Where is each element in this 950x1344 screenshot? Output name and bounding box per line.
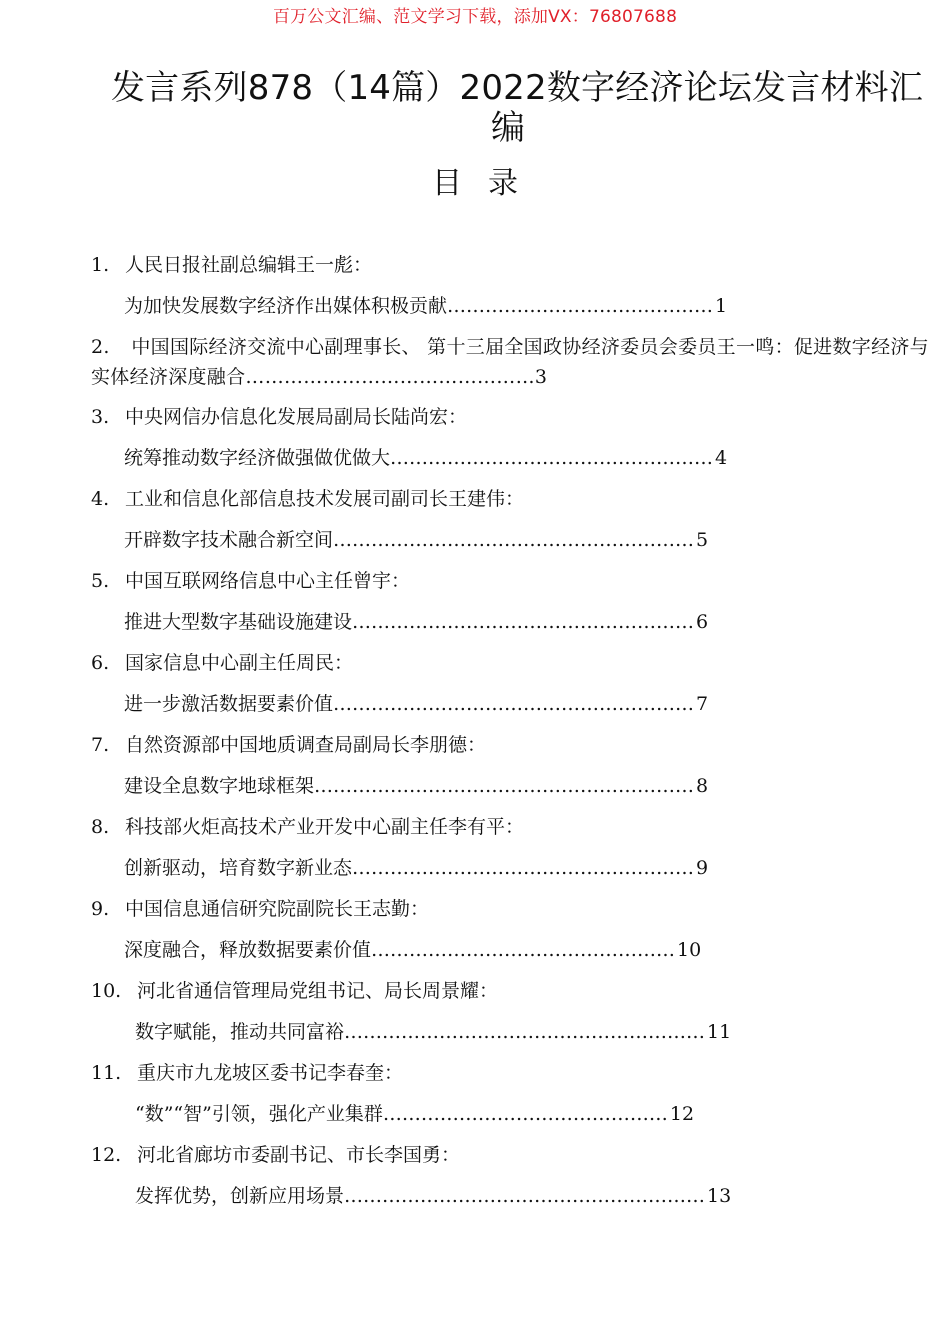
toc-number: 6. [91,652,110,674]
toc-page-number: 1 [715,295,728,317]
toc-speaker: 中国信息通信研究院副院长王志勤： [125,898,430,920]
toc-entry-speaker [91,484,931,525]
toc-entry-speaker [91,976,931,1017]
toc-topic: 为加快发展数字经济作出媒体积极贡献 [124,295,448,317]
toc-leader-dots: ………………………………………………… [344,1185,706,1207]
toc-leader-dots: …………………………………………………… [314,775,695,797]
toc-entry-speaker [91,894,931,935]
toc-entry-speaker [91,402,931,443]
toc-number: 10. [91,980,122,1002]
toc-number: 2. [91,336,110,358]
toc-topic: 创新驱动，培育数字新业态 [124,857,353,879]
toc-speaker: 工业和信息化部信息技术发展司副司长王建伟： [125,488,525,510]
toc-topic: 发挥优势，创新应用场景 [135,1185,345,1207]
toc-entry-speaker [91,250,931,291]
toc-entry-topic [91,853,931,894]
toc-leader-dots: ………………………………………………… [344,1021,706,1043]
toc-leader-dots: ……………………………………………… [352,857,695,879]
toc-topic: 推进大型数字基础设施建设 [124,611,353,633]
toc-entry-speaker [91,812,931,853]
title-line-2: 编 [491,108,525,148]
toc-speaker: 河北省廊坊市委副书记、市长李国勇： [137,1144,461,1166]
toc-speaker: 中国互联网络信息中心主任曾宇： [125,570,411,592]
toc-entry-topic [91,291,931,332]
toc-number: 7. [91,734,110,756]
toc-leader-dots: ……………………………………………… [352,611,695,633]
watermark-banner: 百万公文汇编、范文学习下载，添加VX：76807688 [272,7,678,27]
toc-entry-topic [91,1181,931,1222]
title-line-1: 发言系列878（14篇）2022数字经济论坛发言材料汇 [110,68,924,108]
toc-topic: 开辟数字技术融合新空间 [124,529,334,551]
toc-page-number: 12 [669,1103,695,1125]
toc-leader-dots: ………………………………………………… [333,693,695,715]
toc-page-number: 8 [696,775,709,797]
toc-heading: 目录 [432,166,544,201]
toc-topic: “数”“智”引领，强化产业集群 [135,1103,383,1125]
toc-page-number: 9 [696,857,709,879]
toc-topic: 进一步激活数据要素价值 [124,693,334,715]
toc-entry-topic [91,525,931,566]
toc-text: 中国国际经济交流中心副理事长、 第十三届全国政协经济委员会委员王一鸣：促进数字经济与实体经济深度融合………………………………………3 [91,336,929,388]
toc-speaker: 自然资源部中国地质调查局副局长李朋德： [125,734,487,756]
toc-topic: 建设全息数字地球框架 [124,775,315,797]
toc-entry-topic [91,689,931,730]
toc-number: 12. [91,1144,122,1166]
toc-page-number: 11 [707,1021,732,1043]
toc-speaker: 重庆市九龙坡区委书记李春奎： [137,1062,404,1084]
toc-number: 3. [91,406,110,428]
toc-number: 9. [91,898,110,920]
toc-leader-dots: ………………………………………… [371,939,676,961]
toc-leader-dots: ……………………………………… [382,1103,668,1125]
toc-entry-speaker [91,566,931,607]
toc-entry-speaker [91,1140,931,1181]
toc-page-number: 10 [677,939,702,961]
toc-speaker: 中央网信办信息化发展局副局长陆尚宏： [125,406,468,428]
toc-topic: 数字赋能，推动共同富裕 [135,1021,345,1043]
toc-topic: 统筹推动数字经济做强做优做大 [124,447,391,469]
toc-page-number: 5 [696,529,709,551]
toc-number: 4. [91,488,110,510]
toc-page-number: 4 [715,447,728,469]
toc-entry-topic [91,771,931,812]
toc-entry-topic [91,935,931,976]
toc-speaker: 河北省通信管理局党组书记、局长周景耀： [137,980,499,1002]
table-of-contents [91,250,931,1222]
toc-leader-dots: …………………………………………… [390,447,714,469]
toc-entry-topic [91,607,931,648]
document-title [60,68,950,148]
toc-speaker: 科技部火炬高技术产业开发中心副主任李有平： [125,816,525,838]
toc-entry-speaker [91,1058,931,1099]
toc-number: 5. [91,570,110,592]
toc-topic: 深度融合，释放数据要素价值 [124,939,372,961]
toc-entry-combined [91,332,931,402]
toc-entry-topic [91,443,931,484]
toc-number: 1. [91,254,110,276]
toc-page-number: 6 [696,611,709,633]
toc-entry-topic [91,1017,931,1058]
toc-speaker: 国家信息中心副主任周民： [125,652,354,674]
toc-leader-dots: ………………………………………………… [333,529,695,551]
toc-number: 8. [91,816,110,838]
toc-number: 11. [91,1062,122,1084]
toc-page-number: 13 [707,1185,732,1207]
toc-page-number: 7 [696,693,709,715]
toc-speaker: 人民日报社副总编辑王一彪： [125,254,373,276]
toc-entry-speaker [91,730,931,771]
toc-leader-dots: …………………………………… [447,295,714,317]
toc-entry-speaker [91,648,931,689]
toc-entry-topic [91,1099,931,1140]
